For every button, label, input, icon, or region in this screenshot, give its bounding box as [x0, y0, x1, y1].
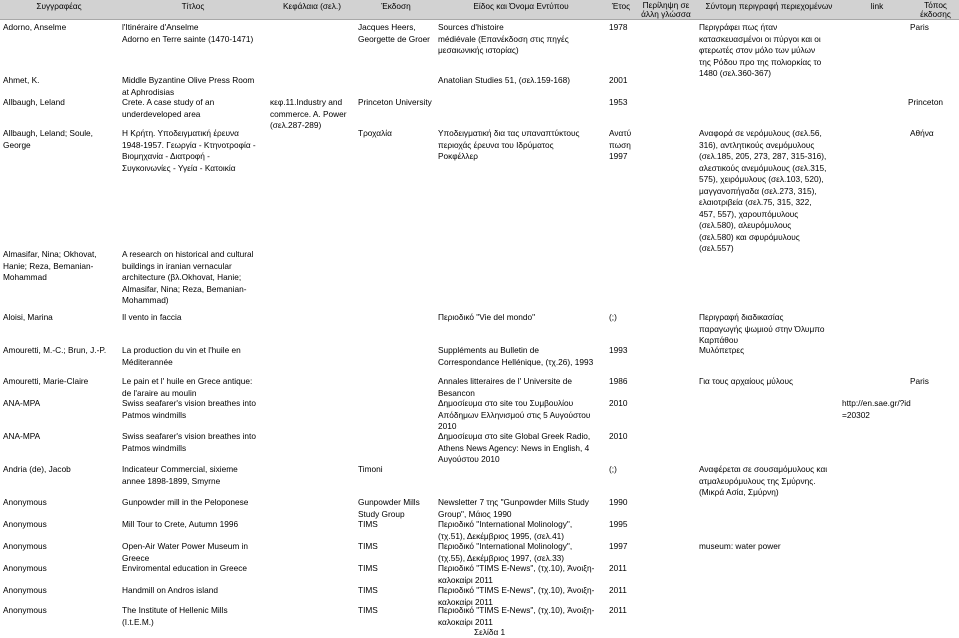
cell-author	[3, 497, 47, 509]
cell-line: 2010	[609, 398, 628, 408]
cell-line: TIMS	[358, 585, 378, 595]
cell-line: (σελ.557)	[699, 243, 734, 253]
cell-place	[908, 97, 943, 109]
cell-line: Aloisi, Marina	[3, 312, 53, 322]
cell-edition	[358, 464, 383, 476]
cell-year	[609, 497, 627, 509]
cell-line: Hanie; Reza, Bemanian-	[3, 260, 94, 271]
col-header-summary-line1: Περίληψη σε	[642, 0, 690, 10]
cell-year	[609, 75, 627, 87]
cell-kind	[438, 75, 570, 87]
cell-year	[609, 541, 627, 553]
cell-link	[842, 398, 911, 421]
cell-year	[609, 464, 617, 476]
cell-line: 1480 (σελ.360-367)	[699, 68, 772, 78]
cell-title	[122, 22, 253, 45]
cell-line: Υποδειγματική δια τας υπαναπτύκτους	[438, 128, 580, 138]
cell-line: (;)	[609, 464, 617, 474]
cell-chapter	[270, 97, 347, 132]
cell-line: Il vento in faccia	[122, 312, 182, 322]
cell-kind	[438, 519, 572, 542]
col-header-author: Συγγραφέας	[36, 1, 82, 11]
cell-line: 1997	[609, 541, 628, 551]
cell-line: Le pain et l' huile en Grece antique:	[122, 376, 253, 386]
cell-line: μαγγανοπήγαδα (σελ.273, 315),	[699, 185, 817, 196]
cell-line: Correspondance Hellénique, (τχ.26), 1993	[438, 356, 594, 367]
cell-line: 2001	[609, 75, 628, 85]
cell-author	[3, 97, 65, 109]
cell-author	[3, 563, 47, 575]
cell-line: ANA-MPA	[3, 431, 41, 441]
col-header-kind: Είδος και Όνομα Εντύπου	[473, 1, 569, 11]
cell-edition	[358, 128, 392, 140]
cell-kind	[438, 345, 593, 368]
cell-kind	[438, 398, 590, 433]
cell-line: (σελ.287-289)	[270, 120, 322, 130]
cell-line: περιοχάς έρευνα του Ιδρύματος	[438, 139, 554, 150]
cell-line: http://en.sae.gr/?id	[842, 398, 911, 408]
cell-description	[699, 128, 826, 255]
cell-place	[910, 376, 929, 388]
cell-line: Καρπάθου	[699, 335, 739, 345]
cell-line: ελαιοτριβεία (σελ.75, 315, 322,	[699, 197, 812, 207]
cell-line: Study Group	[358, 508, 405, 519]
cell-place	[910, 128, 934, 140]
cell-line: Anatolian Studies 51, (σελ.159-168)	[438, 75, 570, 85]
cell-line: Amouretti, Marie-Claire	[3, 376, 89, 386]
cell-year	[609, 97, 627, 109]
cell-line: 457, 557), χαρουπόμυλους	[699, 208, 799, 219]
cell-edition	[358, 605, 378, 617]
cell-title	[122, 312, 182, 324]
cell-line: Gunpowder mill in the Peloponese	[122, 497, 249, 507]
cell-author	[3, 585, 47, 597]
cell-line: 2011	[609, 605, 627, 615]
cell-line: TIMS	[358, 605, 378, 615]
cell-edition	[358, 519, 378, 531]
cell-line: 2011	[609, 585, 627, 595]
cell-line: (Μικρά Ασία, Σμύρνη)	[699, 487, 779, 497]
cell-description	[699, 22, 821, 80]
cell-line: Amouretti, M.-C.; Brun, J.-P.	[3, 345, 107, 355]
cell-line: κεφ.11.Industry and	[270, 97, 343, 107]
cell-place	[910, 22, 929, 34]
cell-line: Crete. A case study of an	[122, 97, 215, 107]
cell-line: Αναφορά σε νερόμυλους (σελ.56,	[699, 128, 822, 138]
cell-year	[609, 345, 627, 357]
cell-line: Ahmet, K.	[3, 75, 40, 85]
cell-edition	[358, 97, 432, 109]
cell-line: Μυλόπετρες	[699, 345, 745, 355]
cell-description	[699, 541, 781, 553]
cell-line: Princeton University	[358, 97, 432, 107]
cell-year	[609, 605, 627, 617]
cell-line: Jacques Heers,	[358, 22, 416, 32]
cell-author	[3, 249, 97, 284]
cell-line: Ροκφέλλερ	[438, 151, 478, 161]
cell-line: Για τους αρχαίους μύλους	[699, 376, 794, 386]
cell-line: museum: water power	[699, 541, 781, 551]
cell-line: αλεστικούς ανεμόμυλους (σελ.315,	[699, 162, 827, 173]
cell-line: Patmos windmills	[122, 442, 187, 453]
cell-line: 1953	[609, 97, 628, 107]
cell-line: Αυγούστου 2010	[438, 454, 500, 464]
cell-line: 1948-1957. Γεωργία - Κτηνοτροφία -	[122, 139, 256, 150]
cell-title	[122, 519, 238, 531]
cell-author	[3, 128, 93, 151]
cell-line: παραγωγής ψωμιού στην Όλυμπο	[699, 323, 825, 334]
cell-line: Βιομηχανία - Διατροφή -	[122, 151, 210, 161]
cell-line: 1990	[609, 497, 628, 507]
cell-line: 316), αντλητικούς ανεμόμυλους	[699, 139, 815, 150]
cell-line: Newsletter 7 της "Gunpowder Mills Study	[438, 497, 589, 507]
cell-line: Allbaugh, Leland; Soule,	[3, 128, 93, 138]
cell-line: καλοκαίρι 2011	[438, 616, 493, 627]
cell-line: 1995	[609, 519, 628, 529]
cell-line: Περιοδικό "International Molinology",	[438, 519, 573, 529]
cell-edition	[358, 497, 420, 520]
cell-line: Anonymous	[3, 541, 47, 551]
cell-line: Συγκοινωνίες - Υγεία - Κατοικία	[122, 162, 236, 173]
cell-line: de l'araire au moulin	[122, 387, 197, 398]
cell-line: Paris	[910, 22, 929, 32]
col-header-title: Τίτλος	[181, 1, 205, 11]
cell-author	[3, 376, 88, 388]
cell-line: Περιοδικό "TIMS E-News", (τχ.10), Άνοιξη-	[438, 605, 595, 615]
cell-line: Mohammad)	[122, 295, 169, 305]
cell-line: Swiss seafarer's vision breathes into	[122, 431, 256, 441]
cell-title	[122, 585, 218, 597]
cell-line: (I.t.E.M.)	[122, 616, 154, 627]
cell-line: annee 1898-1899, Smyrne	[122, 475, 221, 486]
column-header-bar	[0, 0, 959, 20]
cell-title	[122, 75, 254, 98]
cell-line: Adorno, Anselme	[3, 22, 67, 32]
cell-line: Περιοδικό "Vie del mondo"	[438, 312, 536, 322]
cell-title	[122, 497, 248, 509]
cell-title	[122, 563, 247, 575]
cell-edition	[358, 563, 378, 575]
cell-line: Enviromental education in Greece	[122, 563, 247, 573]
cell-title	[122, 541, 248, 564]
cell-line: Anonymous	[3, 519, 47, 529]
cell-line: Timoni	[358, 464, 383, 474]
cell-line: της Ρόδου προ της πολιορκίας το	[699, 56, 822, 67]
cell-edition	[358, 22, 430, 45]
cell-line: καλοκαίρι 2011	[438, 596, 493, 607]
cell-line: Απόδημων Ελληνισμού στις 5 Αυγούστου	[438, 409, 591, 420]
cell-line: Τροχαλία	[358, 128, 392, 138]
cell-kind	[438, 497, 589, 520]
cell-title	[122, 464, 238, 487]
cell-line: Open-Air Water Power Museum in	[122, 541, 249, 551]
cell-line: Middle Byzantine Olive Press Room	[122, 75, 255, 85]
cell-line: architecture (βλ.Okhovat, Hanie;	[122, 272, 242, 282]
cell-line: Almasifar, Nina; Reza, Bemanian-	[122, 283, 247, 294]
cell-line: Anonymous	[3, 563, 47, 573]
cell-author	[3, 464, 71, 476]
cell-description	[699, 312, 824, 347]
cell-line: 1978	[609, 22, 628, 32]
col-header-description: Σύντομη περιγραφή περιεχομένων	[705, 1, 833, 11]
cell-author	[3, 345, 106, 357]
cell-line: (σελ.580) και σφυρόμυλους	[699, 231, 800, 242]
cell-line: 575), χειρόμυλους (σελ.103, 520),	[699, 174, 824, 184]
cell-title	[122, 605, 228, 628]
page-number: Σελίδα 1	[474, 627, 506, 637]
cell-author	[3, 75, 39, 87]
cell-line: 1993	[609, 345, 628, 355]
cell-line: 1986	[609, 376, 628, 386]
cell-year	[609, 312, 617, 324]
cell-line: (τχ.51), Δεκέμβριος 1995, (σελ.41)	[438, 530, 565, 541]
cell-title	[122, 97, 214, 120]
cell-line: μεσαιωνικής ιστορίας)	[438, 45, 519, 55]
col-header-place-line2: έκδοσης	[920, 8, 951, 19]
cell-description	[699, 464, 827, 499]
cell-line: Annales litteraires de l' Universite de	[438, 376, 572, 386]
cell-line: (τχ.55), Δεκέμβριος 1997, (σελ.33)	[438, 552, 565, 563]
cell-line: 2010	[438, 421, 457, 431]
cell-kind	[438, 376, 572, 399]
cell-line: Besancon	[438, 387, 475, 398]
cell-kind	[438, 541, 572, 564]
cell-line: Paris	[910, 376, 929, 386]
cell-line: Suppléments au Bulletin de	[438, 345, 540, 355]
cell-line: Mill Tour to Crete, Autumn 1996	[122, 519, 239, 529]
cell-line: commerce. A. Power	[270, 108, 347, 119]
cell-line: Swiss seafarer's vision breathes into	[122, 398, 256, 408]
cell-line: ατμαλευρόμυλους της Σμύρνης.	[699, 475, 816, 486]
cell-title	[122, 128, 256, 174]
cell-author	[3, 519, 47, 531]
cell-line: TIMS	[358, 541, 378, 551]
cell-line: (;)	[609, 312, 617, 322]
cell-line: at Aphrodisias	[122, 86, 175, 97]
cell-year	[609, 585, 627, 597]
cell-kind	[438, 128, 580, 163]
cell-line: Patmos windmills	[122, 409, 187, 420]
cell-line: TIMS	[358, 519, 378, 529]
col-header-edition: Έκδοση	[381, 1, 411, 11]
cell-line: Méditerannée	[122, 356, 173, 367]
cell-line: TIMS	[358, 563, 378, 573]
col-header-chapter: Κεφάλαια (σελ.)	[283, 1, 341, 11]
cell-line: Περιγραφή διαδικασίας	[699, 312, 784, 322]
cell-title	[122, 398, 256, 421]
cell-line: Η Κρήτη. Υποδειγματική έρευνα	[122, 128, 239, 138]
cell-kind	[438, 605, 594, 628]
cell-line: Gunpowder Mills	[358, 497, 420, 507]
cell-line: Mohammad	[3, 272, 47, 282]
cell-line: Anonymous	[3, 605, 47, 615]
cell-line: Δημοσίευμα στο site του Συμβουλίου	[438, 398, 574, 408]
cell-year	[609, 431, 627, 443]
cell-line: Almasifar, Nina; Okhovat,	[3, 249, 97, 259]
cell-line: Περιοδικό "TIMS E-News", (τχ.10), Άνοιξη-	[438, 563, 595, 573]
cell-line: Περιοδικό "International Molinology",	[438, 541, 573, 551]
cell-line: The Institute of Hellenic Mills	[122, 605, 228, 615]
cell-line: George	[3, 139, 31, 150]
cell-title	[122, 249, 253, 307]
cell-line: Allbaugh, Leland	[3, 97, 65, 107]
cell-year	[609, 128, 631, 163]
cell-year	[609, 376, 627, 388]
cell-year	[609, 519, 627, 531]
cell-kind	[438, 312, 535, 324]
cell-author	[3, 312, 53, 324]
cell-line: Handmill on Andros island	[122, 585, 218, 595]
cell-year	[609, 22, 627, 34]
col-header-summary-line2: άλλη γλώσσα	[641, 8, 691, 19]
cell-line: κατασκευασμένοι οι πύργοι και οι	[699, 33, 821, 44]
cell-edition	[358, 585, 378, 597]
cell-line: Ανατύ	[609, 128, 632, 138]
cell-line: 2010	[609, 431, 628, 441]
cell-author	[3, 398, 40, 410]
cell-edition	[358, 541, 378, 553]
cell-line: médiévale (Επανέκδοση στις πηγές	[438, 33, 569, 44]
col-header-place-line1: Τόπος	[924, 0, 947, 10]
cell-line: l'Itinéraire d'Anselme	[122, 22, 199, 32]
cell-line: (σελ.185, 205, 273, 287, 315-316),	[699, 151, 827, 161]
cell-line: underdeveloped area	[122, 108, 201, 119]
cell-title	[122, 376, 252, 399]
cell-author	[3, 605, 47, 617]
cell-line: Indicateur Commercial, sixieme	[122, 464, 238, 474]
cell-title	[122, 345, 241, 368]
col-header-place	[912, 1, 959, 18]
cell-author	[3, 541, 47, 553]
cell-line: πωση	[609, 139, 631, 150]
cell-line: Anonymous	[3, 585, 47, 595]
cell-line: Sources d'histoire	[438, 22, 504, 32]
cell-line: Adorno en Terre sainte (1470-1471)	[122, 33, 254, 44]
col-header-year: Έτος	[611, 1, 631, 11]
cell-description	[699, 376, 793, 388]
cell-line: καλοκαίρι 2011	[438, 574, 493, 585]
cell-line: La production du vin et l'huile en	[122, 345, 241, 355]
cell-kind	[438, 22, 569, 57]
cell-line: Περιγράφει πως ήταν	[699, 22, 778, 32]
cell-line: (σελ.580), αλευρόμυλους	[699, 220, 792, 230]
cell-author	[3, 431, 40, 443]
cell-line: =20302	[842, 409, 870, 420]
cell-kind	[438, 431, 590, 466]
cell-line: Δημοσίευμα στο site Global Greek Radio,	[438, 431, 591, 441]
cell-line: 1997	[609, 151, 628, 161]
cell-line: Princeton	[908, 97, 944, 107]
cell-line: Greece	[122, 552, 150, 563]
cell-kind	[438, 563, 594, 586]
col-header-summary	[636, 1, 696, 18]
cell-line: Αναφέρεται σε σουσαμόμυλους και	[699, 464, 828, 474]
cell-description	[699, 345, 744, 357]
cell-line: φτερωτές στον μόλο των μύλων	[699, 45, 816, 55]
cell-title	[122, 431, 256, 454]
cell-line: Αθήνα	[910, 128, 934, 138]
cell-line: Georgette de Groer	[358, 33, 430, 44]
cell-author	[3, 22, 66, 34]
cell-line: Περιοδικό "TIMS E-News", (τχ.10), Άνοιξη-	[438, 585, 595, 595]
cell-line: Athens News Agency: News in English, 4	[438, 442, 590, 453]
cell-line: Anonymous	[3, 497, 47, 507]
cell-year	[609, 398, 627, 410]
cell-line: Andria (de), Jacob	[3, 464, 71, 474]
cell-line: 2011	[609, 563, 627, 573]
cell-year	[609, 563, 627, 575]
cell-line: A research on historical and cultural	[122, 249, 254, 259]
col-header-link: link	[870, 1, 884, 11]
cell-line: ANA-MPA	[3, 398, 41, 408]
cell-line: buildings in iranian vernacular	[122, 260, 232, 271]
cell-line: Group", Μάιος 1990	[438, 508, 512, 519]
